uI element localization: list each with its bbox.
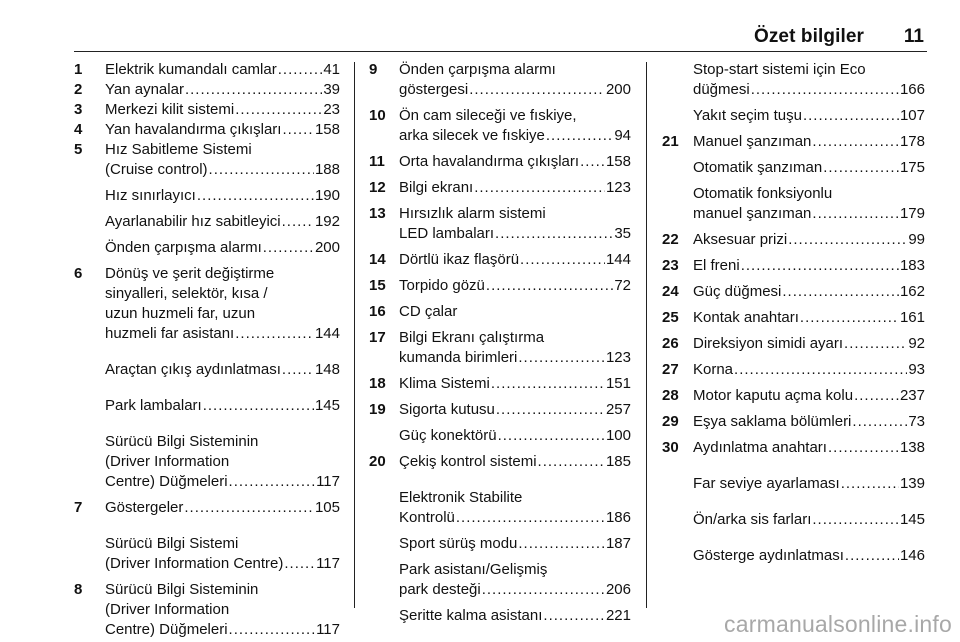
dot-leader [845, 546, 899, 566]
dot-leader [788, 230, 907, 250]
entry-number: 18 [369, 375, 386, 392]
index-column-1 [74, 60, 340, 640]
index-entry [369, 488, 631, 528]
entry-label: Korna [693, 361, 734, 378]
dot-leader [282, 120, 313, 140]
index-entry [369, 400, 631, 420]
entry-number: 6 [74, 265, 83, 282]
page-reference: 178 [899, 133, 925, 150]
column-divider [646, 62, 647, 608]
index-entry [74, 432, 340, 492]
page-reference: 158 [314, 121, 340, 138]
page-reference: 257 [605, 401, 631, 418]
index-entry [369, 60, 631, 100]
entry-label: Ön cam sileceği ve fıskiye, [399, 107, 577, 124]
entry-number: 8 [74, 581, 83, 598]
entry-number: 22 [662, 231, 679, 248]
dot-leader [284, 554, 315, 574]
page-reference: 99 [908, 231, 925, 248]
entry-label: Elektronik Stabilite [399, 489, 523, 506]
page-reference: 166 [899, 81, 925, 98]
entry-label: Otomatik şanzıman [693, 159, 823, 176]
entry-number: 29 [662, 413, 679, 430]
index-entry [369, 106, 631, 146]
page-reference: 200 [605, 81, 631, 98]
entry-number: 12 [369, 179, 386, 196]
dot-leader [518, 534, 605, 554]
page-reference: 39 [323, 81, 340, 98]
dot-leader [852, 412, 907, 432]
entry-label: Hız Sabitleme Sistemi [105, 141, 252, 158]
entry-label: Kontrolü [399, 509, 455, 526]
entry-label: arka silecek ve fıskiye [399, 127, 545, 144]
dot-leader [184, 498, 314, 518]
dot-leader [844, 334, 907, 354]
entry-label: Ön/arka sis farları [693, 511, 812, 528]
page-reference: 138 [899, 439, 925, 456]
index-entry [74, 80, 340, 100]
page-reference: 123 [605, 349, 631, 366]
page-reference: 144 [605, 251, 631, 268]
page-reference: 162 [899, 283, 925, 300]
index-entry [74, 212, 340, 232]
entry-label: Klima Sistemi [399, 375, 490, 392]
dot-leader [518, 348, 605, 368]
entry-label: (Driver Information [105, 453, 230, 470]
page-reference: 186 [605, 509, 631, 526]
entry-label: (Driver Information Centre) [105, 555, 284, 572]
dot-leader [495, 224, 613, 244]
index-entry [662, 308, 925, 328]
dot-leader [812, 204, 899, 224]
entry-label: CD çalar [399, 303, 458, 320]
entry-label: Önden çarpışma alarmı [105, 239, 262, 256]
entry-label: Gösterge aydınlatması [693, 547, 844, 564]
dot-leader [482, 580, 605, 600]
page-reference: 206 [605, 581, 631, 598]
entry-label: Güç konektörü [399, 427, 497, 444]
index-entry [74, 120, 340, 140]
entry-label: Merkezi kilit sistemi [105, 101, 235, 118]
entry-label: Araçtan çıkış aydınlatması [105, 361, 281, 378]
entry-label: Manuel şanzıman [693, 133, 812, 150]
dot-leader [486, 276, 613, 296]
index-column-2 [369, 60, 631, 626]
index-entry [369, 560, 631, 600]
entry-label: Dörtlü ikaz flaşörü [399, 251, 520, 268]
page-reference: 179 [899, 205, 925, 222]
entry-label: Orta havalandırma çıkışları [399, 153, 580, 170]
dot-leader [734, 360, 907, 380]
dot-leader [496, 400, 605, 420]
entry-label: Aksesuar prizi [693, 231, 788, 248]
dot-leader [229, 472, 316, 492]
index-entry [74, 186, 340, 206]
page-reference: 151 [605, 375, 631, 392]
entry-label: Yan havalandırma çıkışları [105, 121, 282, 138]
entry-number: 26 [662, 335, 679, 352]
entry-label: Hırsızlık alarm sistemi [399, 205, 546, 222]
index-entry [369, 152, 631, 172]
page-reference: 105 [314, 499, 340, 516]
dot-leader [456, 508, 605, 528]
entry-label: Şeritte kalma asistanı [399, 607, 543, 624]
entry-label: düğmesi [693, 81, 750, 98]
entry-number: 11 [369, 153, 385, 170]
entry-label: huzmeli far asistanı [105, 325, 235, 342]
entry-label: Kontak anahtarı [693, 309, 799, 326]
entry-label: Far seviye ayarlaması [693, 475, 840, 492]
entry-number: 15 [369, 277, 386, 294]
dot-leader [235, 100, 322, 120]
page-reference: 175 [899, 159, 925, 176]
entry-label: Otomatik fonksiyonlu [693, 185, 833, 202]
index-entry [662, 106, 925, 126]
index-entry [662, 230, 925, 250]
index-entry [662, 132, 925, 152]
dot-leader [491, 374, 605, 394]
entry-label: Centre) Düğmeleri [105, 473, 228, 490]
dot-leader [263, 238, 314, 258]
entry-number: 9 [369, 61, 378, 78]
index-entry [662, 184, 925, 224]
entry-number: 21 [662, 133, 679, 150]
page-reference: 23 [323, 101, 340, 118]
entry-label: Yakıt seçim tuşu [693, 107, 802, 124]
index-entry [74, 238, 340, 258]
entry-label: sinyalleri, selektör, kısa / [105, 285, 268, 302]
page-reference: 144 [314, 325, 340, 342]
page-reference: 221 [605, 607, 631, 624]
index-entry [662, 282, 925, 302]
page-reference: 190 [314, 187, 340, 204]
entry-label: Eşya saklama bölümleri [693, 413, 852, 430]
entry-number: 19 [369, 401, 386, 418]
page-reference: 94 [614, 127, 631, 144]
entry-label: Sport sürüş modu [399, 535, 518, 552]
index-entry [662, 386, 925, 406]
entry-label: kumanda birimleri [399, 349, 518, 366]
page-reference: 148 [314, 361, 340, 378]
index-entry [369, 426, 631, 446]
index-entry [74, 264, 340, 344]
dot-leader [209, 160, 314, 180]
index-entry [369, 374, 631, 394]
entry-label: Bilgi ekranı [399, 179, 474, 196]
entry-label: Aydınlatma anahtarı [693, 439, 827, 456]
page-number: 11 [903, 26, 924, 47]
index-entry [369, 328, 631, 368]
entry-label: Park lambaları [105, 397, 202, 414]
page-reference: 117 [316, 555, 340, 572]
entry-label: LED lambaları [399, 225, 495, 242]
entry-number: 24 [662, 283, 679, 300]
entry-label: Sürücü Bilgi Sistemi [105, 535, 239, 552]
entry-number: 17 [369, 329, 386, 346]
index-entry [662, 360, 925, 380]
index-entry [74, 360, 340, 380]
entry-label: göstergesi [399, 81, 469, 98]
entry-number: 23 [662, 257, 679, 274]
dot-leader [229, 620, 316, 640]
dot-leader [782, 282, 899, 302]
entry-label: Göstergeler [105, 499, 184, 516]
index-entry [369, 204, 631, 244]
page-reference: 100 [605, 427, 631, 444]
entry-number: 30 [662, 439, 679, 456]
entry-number: 16 [369, 303, 386, 320]
entry-number: 27 [662, 361, 679, 378]
dot-leader [538, 452, 605, 472]
page-reference: 192 [314, 213, 340, 230]
index-entry [74, 60, 340, 80]
entry-label: El freni [693, 257, 740, 274]
entry-number: 5 [74, 141, 83, 158]
dot-leader [203, 396, 314, 416]
index-entry [369, 452, 631, 472]
page-title: Özet bilgiler [753, 26, 864, 47]
page-reference: 237 [899, 387, 925, 404]
index-entry [369, 178, 631, 198]
page-reference: 139 [899, 475, 925, 492]
entry-label: park desteği [399, 581, 481, 598]
dot-leader [282, 212, 314, 232]
index-entry [74, 580, 340, 640]
page-reference: 117 [316, 473, 340, 490]
dot-leader [282, 360, 314, 380]
index-entry [74, 100, 340, 120]
dot-leader [498, 426, 605, 446]
page-reference: 145 [314, 397, 340, 414]
column-divider [354, 62, 355, 608]
index-entry [369, 534, 631, 554]
index-entry [74, 498, 340, 518]
index-entry [662, 438, 925, 458]
entry-label: Ayarlanabilir hız sabitleyici [105, 213, 281, 230]
entry-label: Direksiyon simidi ayarı [693, 335, 844, 352]
index-entry [369, 606, 631, 626]
entry-number: 3 [74, 101, 83, 118]
entry-label: Çekiş kontrol sistemi [399, 453, 537, 470]
entry-label: Sürücü Bilgi Sisteminin [105, 581, 259, 598]
dot-leader [828, 438, 899, 458]
dot-leader [751, 80, 899, 100]
index-entry [662, 510, 925, 530]
page-reference: 123 [605, 179, 631, 196]
entry-number: 25 [662, 309, 679, 326]
dot-leader [543, 606, 605, 626]
index-entry [74, 396, 340, 416]
dot-leader [197, 186, 314, 206]
entry-label: Hız sınırlayıcı [105, 187, 196, 204]
dot-leader [546, 126, 613, 146]
entry-label: Dönüş ve şerit değiştirme [105, 265, 275, 282]
dot-leader [812, 510, 899, 530]
entry-label: Sürücü Bilgi Sisteminin [105, 433, 259, 450]
page-reference: 145 [899, 511, 925, 528]
index-entry [74, 534, 340, 574]
entry-label: (Driver Information [105, 601, 230, 618]
entry-number: 20 [369, 453, 386, 470]
page-reference: 41 [323, 61, 340, 78]
dot-leader [800, 308, 899, 328]
page-reference: 158 [605, 153, 631, 170]
entry-label: uzun huzmeli far, uzun [105, 305, 256, 322]
page-reference: 92 [908, 335, 925, 352]
entry-label: manuel şanzıman [693, 205, 812, 222]
entry-label: Sigorta kutusu [399, 401, 495, 418]
entry-label: Yan aynalar [105, 81, 184, 98]
entry-label: Park asistanı/Gelişmiş [399, 561, 548, 578]
dot-leader [812, 132, 899, 152]
dot-leader [854, 386, 899, 406]
dot-leader [185, 80, 322, 100]
page-reference: 183 [899, 257, 925, 274]
index-entry [662, 334, 925, 354]
dot-leader [841, 474, 899, 494]
header-divider [74, 51, 927, 52]
entry-number: 14 [369, 251, 386, 268]
dot-leader [803, 106, 899, 126]
entry-number: 13 [369, 205, 386, 222]
dot-leader [520, 250, 605, 270]
entry-number: 7 [74, 499, 83, 516]
entry-label: Centre) Düğmeleri [105, 621, 228, 638]
watermark: carmanualsonline.info [724, 611, 952, 637]
entry-label: Stop-start sistemi için Eco [693, 61, 866, 78]
index-entry [662, 158, 925, 178]
index-entry [369, 250, 631, 270]
page-reference: 188 [314, 161, 340, 178]
index-entry [74, 140, 340, 180]
index-entry [369, 302, 631, 322]
entry-label: Önden çarpışma alarmı [399, 61, 556, 78]
index-entry [662, 412, 925, 432]
entry-label: Torpido gözü [399, 277, 485, 294]
index-column-3 [662, 60, 925, 566]
dot-leader [580, 152, 605, 172]
dot-leader [278, 60, 323, 80]
entry-label: Motor kaputu açma kolu [693, 387, 854, 404]
entry-number: 28 [662, 387, 679, 404]
index-entry [662, 546, 925, 566]
page-reference: 161 [899, 309, 925, 326]
page-reference: 93 [908, 361, 925, 378]
dot-leader [235, 324, 314, 344]
page-reference: 200 [314, 239, 340, 256]
page-reference: 73 [908, 413, 925, 430]
page-reference: 35 [614, 225, 631, 242]
page-reference: 107 [899, 107, 925, 124]
page-reference: 146 [899, 547, 925, 564]
entry-number: 1 [74, 61, 83, 78]
dot-leader [741, 256, 899, 276]
index-entry [662, 60, 925, 100]
entry-label: Bilgi Ekranı çalıştırma [399, 329, 545, 346]
entry-number: 4 [74, 121, 83, 138]
dot-leader [469, 80, 605, 100]
entry-number: 2 [74, 81, 83, 98]
page-reference: 185 [605, 453, 631, 470]
entry-label: Elektrik kumandalı camlar [105, 61, 277, 78]
index-entry [662, 256, 925, 276]
index-entry [662, 474, 925, 494]
dot-leader [474, 178, 605, 198]
entry-label: (Cruise control) [105, 161, 208, 178]
page-reference: 72 [614, 277, 631, 294]
page-reference: 187 [605, 535, 631, 552]
dot-leader [823, 158, 899, 178]
page-reference: 117 [316, 621, 340, 638]
entry-number: 10 [369, 107, 386, 124]
index-entry [369, 276, 631, 296]
entry-label: Güç düğmesi [693, 283, 782, 300]
